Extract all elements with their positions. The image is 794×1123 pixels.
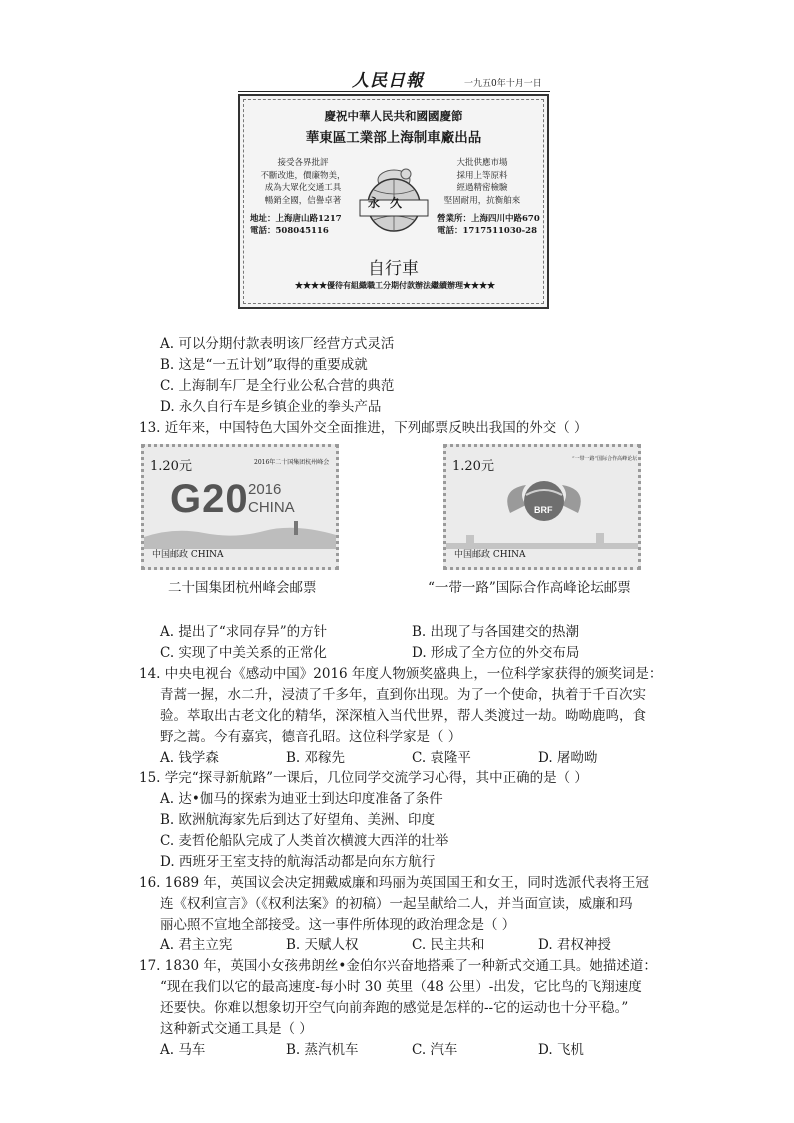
stamp-value: 1.20元 xyxy=(452,459,494,474)
q12-option-d: D. 永久自行车是乡镇企业的拳头产品 xyxy=(160,399,382,415)
q13-option-c: C. 实现了中美关系的正常化 xyxy=(160,645,327,661)
q16-option-a: A. 君主立宪 xyxy=(160,937,233,953)
ad-footer: ★★★★優待有組織職工分期付款辦法繼續辦理★★★★ xyxy=(295,280,495,290)
q13-stem: 13. 近年来，中国特色大国外交全面推进，下列邮票反映出我国的外交（ ） xyxy=(139,420,588,436)
stamp-top-text: 2016年二十国集团杭州峰会 xyxy=(254,459,330,466)
stamp-value: 1.20元 xyxy=(150,459,192,474)
g20-logo-text: G20 xyxy=(170,477,249,521)
q14-option-c: C. 袁隆平 xyxy=(412,750,471,766)
brf-logo-text: BRF xyxy=(534,505,553,515)
stamp-post-label: 中国邮政 CHINA xyxy=(152,550,224,560)
q15-option-d: D. 西班牙王室支持的航海活动都是向东方航行 xyxy=(160,854,436,870)
q14-stem-line1: 14. 中央电视台《感动中国》2016 年度人物颁奖盛典上，一位科学家获得的颁奖词是： xyxy=(139,666,663,682)
q15-option-b: B. 欧洲航海家先后到达了好望角、美洲、印度 xyxy=(160,812,436,828)
stamp-year: 2016 xyxy=(248,481,282,498)
ad-product-name: 自行車 xyxy=(368,259,419,279)
q15-option-a: A. 达•伽马的探索为迪亚士到达印度准备了条件 xyxy=(160,791,443,807)
q13-option-a: A. 提出了“求同存异”的方针 xyxy=(160,624,328,640)
q17-stem-line3: 还要快。你难以想象切开空气向前奔跑的感觉是怎样的--它的运动也十分平稳。” xyxy=(160,1000,629,1016)
q17-option-b: B. 蒸汽机车 xyxy=(286,1042,359,1058)
ad-logo-text: 永久 xyxy=(368,196,413,210)
q16-stem-line3: 丽心照不宣地全部接受。这一事件所体现的政治理念是（ ） xyxy=(160,917,516,933)
q13-option-b: B. 出现了与各国建交的热潮 xyxy=(412,624,580,640)
q12-option-c: C. 上海制车厂是全行业公私合营的典范 xyxy=(160,378,395,394)
q14-option-b: B. 邓稼先 xyxy=(286,750,346,766)
stamp2-caption: “一带一路”国际合作高峰论坛邮票 xyxy=(428,580,631,596)
ad-left-text: 接受各界批評 不斷改進，價廉物美， 成為大眾化交通工具 暢銷全國，信譽卓著 xyxy=(260,158,346,206)
q14-stem-line3: 验。萃取出古老文化的精华，深深植入当代世界，帮人类渡过一劫。呦呦鹿鸣，食 xyxy=(160,708,646,724)
q16-option-b: B. 天赋人权 xyxy=(286,937,359,953)
q17-stem-line1: 17. 1830 年，英国小女孩弗朗丝•金伯尔兴奋地搭乘了一种新式交通工具。她描述道： xyxy=(139,958,657,974)
city-skyline-icon xyxy=(446,529,638,549)
ad-right-address: 營業所：上海四川中路670 電話：1717511030-28 xyxy=(437,214,540,236)
west-lake-scene-icon xyxy=(144,519,336,549)
q16-option-c: C. 民主共和 xyxy=(412,937,485,953)
ad-right-text: 大批供應市場 採用上等原料 經過精密檢驗 堅固耐用，抗衡舶來 xyxy=(443,158,521,206)
q17-option-c: C. 汽车 xyxy=(412,1042,458,1058)
q17-stem-line4: 这种新式交通工具是（ ） xyxy=(160,1021,313,1037)
q17-option-d: D. 飞机 xyxy=(538,1042,584,1058)
newspaper-date: 一九五0年十月一日 xyxy=(464,79,542,89)
stamp-post-label: 中国邮政 CHINA xyxy=(454,550,526,560)
stamp1-caption: 二十国集团杭州峰会邮票 xyxy=(168,580,317,596)
stamp-g20 xyxy=(141,444,339,570)
q13-option-d: D. 形成了全方位的外交布局 xyxy=(412,645,580,661)
q12-option-b: B. 这是“一五计划”取得的重要成就 xyxy=(160,357,368,373)
stamp-brf xyxy=(443,444,641,570)
q16-stem-line2: 连《权利宣言》（《权利法案》的初稿）一起呈献给二人，并当面宣读，威廉和玛 xyxy=(160,896,633,912)
q14-option-a: A. 钱学森 xyxy=(160,750,219,766)
q16-stem-line1: 16. 1689 年，英国议会决定拥戴威廉和玛丽为英国国王和女王，同时选派代表将王冠 xyxy=(139,875,649,891)
q16-option-d: D. 君权神授 xyxy=(538,937,611,953)
newspaper-masthead: 人民日報 xyxy=(352,71,424,91)
ad-headline: 慶祝中華人民共和國國慶節 xyxy=(324,109,463,123)
ad-subheadline: 華東區工業部上海制車廠出品 xyxy=(305,130,482,146)
brf-logo-icon xyxy=(496,465,592,531)
q15-stem: 15. 学完“探寻新航路”一课后，几位同学交流学习心得，其中正确的是（ ） xyxy=(139,770,588,786)
q17-stem-line2: “现在我们以它的最高速度-每小时 30 英里（48 公里）-出发，它比鸟的飞翔速度 xyxy=(160,979,642,995)
q14-stem-line2: 青蒿一握，水二升，浸渍了千多年，直到你出现。为了一个使命，执着于千百次实 xyxy=(160,687,646,703)
q14-stem-line4: 野之蒿。今有嘉宾，德音孔昭。这位科学家是（ ） xyxy=(160,729,462,745)
q17-option-a: A. 马车 xyxy=(160,1042,206,1058)
stamp-top-text: “一带一路”国际合作高峰论坛 xyxy=(572,456,638,462)
q15-option-c: C. 麦哲伦船队完成了人类首次横渡大西洋的壮举 xyxy=(160,833,449,849)
q12-option-a: A. 可以分期付款表明该厂经营方式灵活 xyxy=(160,336,395,352)
stamp-country: CHINA xyxy=(248,499,295,516)
q14-option-d: D. 屠呦呦 xyxy=(538,750,598,766)
ad-left-address: 地址：上海唐山路1217 電話：508045116 xyxy=(250,214,342,236)
